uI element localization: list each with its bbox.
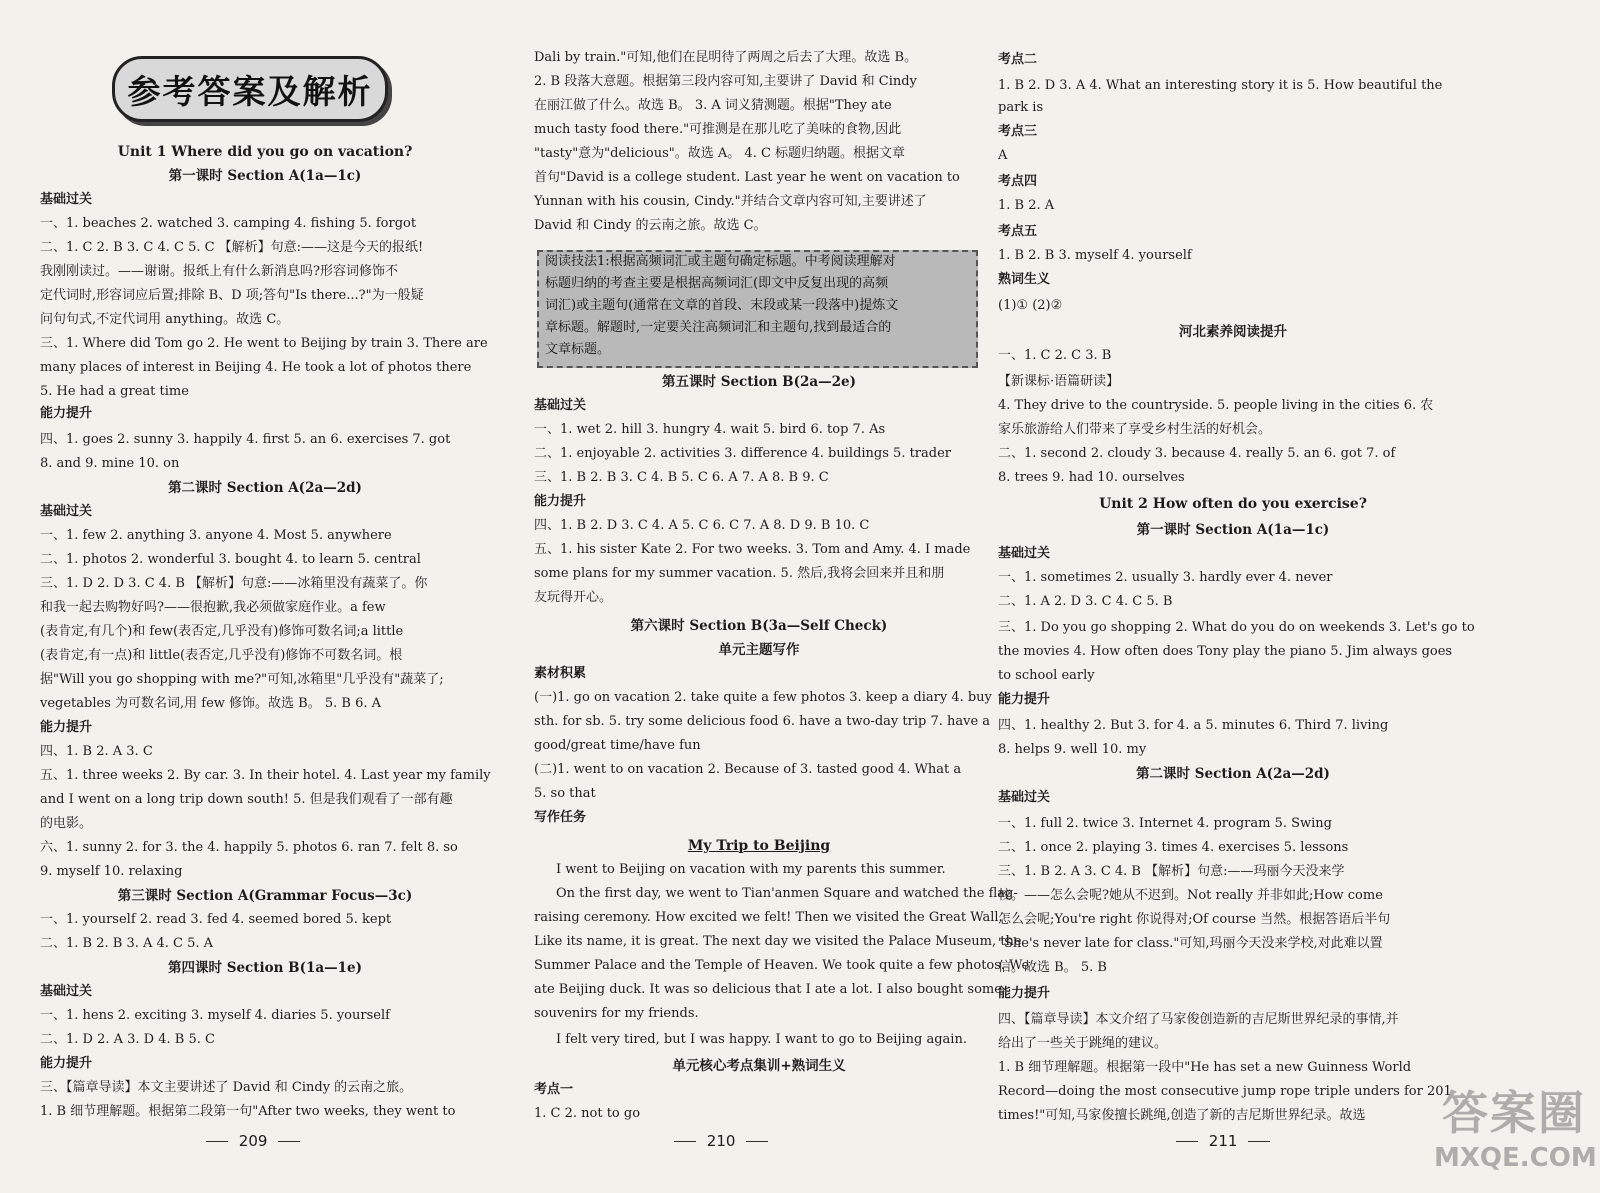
text-line: 一、1. sometimes 2. usually 3. hardly ever 4. never [998, 570, 1333, 585]
text-line: to school early [998, 668, 1095, 683]
text-line: 五、1. three weeks 2. By car. 3. In their hotel. 4. Last year my family [40, 768, 491, 783]
text-line: 三、1. B 2. A 3. C 4. B 【解析】句意:——玛丽今天没来学 [998, 864, 1345, 879]
text-line: 一、1. C 2. C 3. B [998, 348, 1112, 363]
text-line: 8. and 9. mine 10. on [40, 456, 180, 471]
subsection-label: 能力提升 [40, 406, 93, 421]
text-line: the movies 4. How often does Tony play the piano 5. Jim always goes [998, 644, 1453, 659]
text-line: 六、1. sunny 2. for 3. the 4. happily 5. photos 6. ran 7. felt 8. so [40, 840, 458, 855]
section-heading: 第四课时 Section B(1a—1e) [168, 960, 362, 976]
section-heading: 第六课时 Section B(3a—Self Check) [630, 618, 888, 634]
subsection-label: 考点三 [998, 124, 1038, 139]
text-line: 和我一起去购物好吗?——很抱歉,我必须做家庭作业。a few [40, 600, 386, 615]
text-line: 一、1. few 2. anything 3. anyone 4. Most 5. anywhere [40, 528, 392, 543]
subsection-label: 素材积累 [534, 666, 587, 681]
subsection-label: 熟词生义 [998, 272, 1051, 287]
text-line: raising ceremony. How excited we felt! Then we visited the Great Wall. [534, 910, 1003, 925]
text-line: 四、1. B 2. A 3. C [40, 744, 153, 759]
text-line: (表肯定,有几个)和 few(表否定,几乎没有)修饰可数名词;a little [40, 624, 404, 639]
text-line: Record—doing the most consecutive jump rope triple unders for 201 [998, 1084, 1452, 1099]
text-line: 二、1. B 2. B 3. A 4. C 5. A [40, 936, 214, 951]
subsection-label: 基础过关 [40, 504, 93, 519]
subsection-label: 基础过关 [40, 192, 93, 207]
text-line: 二、1. D 2. A 3. D 4. B 5. C [40, 1032, 215, 1047]
text-line: 三、1. Do you go shopping 2. What do you do on weekends 3. Let's go to [998, 620, 1475, 635]
subsection-label: 考点二 [998, 52, 1038, 67]
text-line: I felt very tired, but I was happy. I want to go to Beijing again. [556, 1032, 967, 1047]
text-line: 四、1. goes 2. sunny 3. happily 4. first 5. an 6. exercises 7. got [40, 432, 451, 447]
text-line: (表肯定,有一点)和 little(表否定,几乎没有)修饰不可数名词。根 [40, 648, 403, 663]
text-line: 四、1. healthy 2. But 3. for 4. a 5. minutes 6. Third 7. living [998, 718, 1389, 733]
subsection-label: 能力提升 [998, 692, 1051, 707]
text-line: 1. B 细节理解题。根据第二段第一句"After two weeks, they went to [40, 1104, 456, 1119]
text-line: 的电影。 [40, 816, 93, 831]
tip-line: 阅读技法1:根据高频词汇或主题句确定标题。中考阅读理解对 [545, 254, 896, 269]
tip-line: 标题归纳的考查主要是根据高频词汇(即文中反复出现的高频 [545, 276, 889, 291]
page-209 [0, 0, 520, 1193]
essay-title: My Trip to Beijing [687, 838, 831, 854]
text-line: sth. for sb. 5. try some delicious food 6. have a two-day trip 7. have a [534, 714, 991, 729]
page-number-209: 209 [200, 1132, 306, 1150]
section-heading: 第五课时 Section B(2a—2e) [662, 374, 856, 390]
answer-key-banner [112, 56, 388, 122]
subsection-label: 基础过关 [40, 984, 93, 999]
subsection-label: 考点四 [998, 174, 1038, 189]
text-line: 定代词时,形容词应后置;排除 B、D 项;答句"Is there...?"为一般疑 [40, 288, 424, 303]
watermark-logo [1424, 1077, 1597, 1187]
text-line: 二、1. C 2. B 3. C 4. C 5. C 【解析】句意:——这是今天的报纸! [40, 240, 424, 255]
section-heading: 单元核心考点集训+熟词生义 [672, 1058, 846, 1074]
unit-heading: Unit 1 Where did you go on vacation? [117, 144, 413, 160]
text-line: 怎么会呢;You're right 你说得对;Of course 当然。根据答语后半句 [998, 912, 1391, 927]
text-line: 9. myself 10. relaxing [40, 864, 183, 879]
text-line: vegetables 为可数名词,用 few 修饰。故选 B。 5. B 6. A [40, 696, 381, 711]
watermark-url: MXQE.COM [1434, 1143, 1597, 1173]
subsection-label: 考点五 [998, 224, 1038, 239]
section-heading: 第一课时 Section A(1a—1c) [168, 168, 362, 184]
text-line: 信。故选 B。 5. B [998, 960, 1107, 975]
text-line: 4. They drive to the countryside. 5. people living in the cities 6. 农 [998, 398, 1434, 413]
text-line: 1. B 2. B 3. myself 4. yourself [998, 248, 1192, 263]
text-line: 校。——怎么会呢?她从不迟到。Not really 并非如此;How come [998, 888, 1383, 903]
text-line: 1. B 细节理解题。根据第一段中"He has set a new Guinness World [998, 1060, 1412, 1075]
text-line: 二、1. A 2. D 3. C 4. C 5. B [998, 594, 1173, 609]
text-line: 1. B 2. D 3. A 4. What an interesting story it is 5. How beautiful the [998, 78, 1443, 93]
text-line: On the first day, we went to Tian'anmen Square and watched the flag- [556, 886, 1018, 901]
watermark-text: 答案圈 [1442, 1086, 1586, 1140]
text-line: 5. so that [534, 786, 596, 801]
subsection-label: 基础过关 [998, 790, 1051, 805]
text-line: 给出了一些关于跳绳的建议。 [998, 1036, 1168, 1051]
text-line: 据"Will you go shopping with me?"可知,冰箱里"几乎没有"蔬菜了; [40, 672, 444, 687]
text-line: (1)① (2)② [998, 298, 1063, 313]
tip-line: 文章标题。 [545, 342, 611, 357]
text-line: 【新课标·语篇研读】 [998, 374, 1120, 389]
text-line: 2. B 段落大意题。根据第三段内容可知,主要讲了 David 和 Cindy [534, 74, 917, 89]
section-heading: 单元主题写作 [718, 642, 800, 658]
page-number-210: 210 [668, 1132, 774, 1150]
text-line: 二、1. photos 2. wonderful 3. bought 4. to learn 5. central [40, 552, 421, 567]
text-line: 1. C 2. not to go [534, 1106, 641, 1121]
text-line: 一、1. full 2. twice 3. Internet 4. program 5. Swing [998, 816, 1332, 831]
text-line: 1. B 2. A [998, 198, 1055, 213]
text-line: 四、1. B 2. D 3. C 4. A 5. C 6. C 7. A 8. D 9. B 10. C [534, 518, 870, 533]
unit-heading: Unit 2 How often do you exercise? [1099, 496, 1367, 512]
text-line: 一、1. yourself 2. read 3. fed 4. seemed bored 5. kept [40, 912, 392, 927]
text-line: A [998, 148, 1008, 163]
banner-title: 参考答案及解析 [127, 71, 373, 111]
section-heading: 河北素养阅读提升 [1179, 324, 1287, 340]
text-line: David 和 Cindy 的云南之旅。故选 C。 [534, 218, 767, 233]
text-line: many places of interest in Beijing 4. He took a lot of photos there [40, 360, 472, 375]
text-line: 一、1. wet 2. hill 3. hungry 4. wait 5. bird 6. top 7. As [534, 422, 886, 437]
text-line: (二)1. went to on vacation 2. Because of 3. tasted good 4. What a [534, 762, 962, 777]
tip-line: 词汇)或主题句(通常在文章的首段、末段或某一段落中)提炼文 [545, 298, 899, 313]
text-line: 五、1. his sister Kate 2. For two weeks. 3. Tom and Amy. 4. I made [534, 542, 971, 557]
text-line: 一、1. hens 2. exciting 3. myself 4. diaries 5. yourself [40, 1008, 390, 1023]
text-line: 二、1. once 2. playing 3. times 4. exercises 5. lessons [998, 840, 1349, 855]
text-line: 8. trees 9. had 10. ourselves [998, 470, 1185, 485]
text-line: Yunnan with his cousin, Cindy."并结合文章内容可知,主要讲述了 [534, 194, 927, 209]
text-line: 首句"David is a college student. Last year he went on vacation to [534, 170, 960, 185]
subsection-label: 基础过关 [534, 398, 587, 413]
section-heading: 第二课时 Section A(2a—2d) [1136, 766, 1330, 782]
text-line: and I went on a long trip down south! 5. 但是我们观看了一部有趣 [40, 792, 453, 807]
text-line: (一)1. go on vacation 2. take quite a few photos 3. keep a diary 4. buy [534, 690, 992, 705]
text-line: good/great time/have fun [534, 738, 701, 753]
text-line: I went to Beijing on vacation with my parents this summer. [556, 862, 946, 877]
subsection-label: 能力提升 [40, 1056, 93, 1071]
text-line: 我刚刚读过。——谢谢。报纸上有什么新消息吗?形容词修饰不 [40, 264, 398, 279]
text-line: Summer Palace and the Temple of Heaven. We took quite a few photos. We [534, 958, 1030, 973]
reading-tip-box [537, 250, 978, 368]
text-line: 二、1. enjoyable 2. activities 3. difference 4. buildings 5. trader [534, 446, 951, 461]
text-line: "She's never late for class."可知,玛丽今天没来学校,对此难以置 [998, 936, 1383, 951]
text-line: times!"可知,马家俊擅长跳绳,创造了新的吉尼斯世界纪录。故选 [998, 1108, 1366, 1123]
subsection-label: 能力提升 [534, 494, 587, 509]
text-line: 三、1. B 2. B 3. C 4. B 5. C 6. A 7. A 8. B 9. C [534, 470, 829, 485]
subsection-label: 写作任务 [534, 810, 587, 825]
text-line: Dali by train."可知,他们在昆明待了两周之后去了大理。故选 B。 [534, 50, 918, 65]
text-line: 三、1. Where did Tom go 2. He went to Beijing by train 3. There are [40, 336, 488, 351]
section-heading: 第三课时 Section A(Grammar Focus—3c) [117, 888, 413, 904]
text-line: some plans for my summer vacation. 5. 然后,我将会回来并且和朋 [534, 566, 945, 581]
text-line: 三、1. D 2. D 3. C 4. B 【解析】句意:——冰箱里没有蔬菜了。你 [40, 576, 428, 591]
page-number-211: 211 [1170, 1132, 1276, 1150]
text-line: Like its name, it is great. The next day we visited the Palace Museum, the [534, 934, 1022, 949]
text-line: much tasty food there."可推测是在那儿吃了美味的食物,因此 [534, 122, 902, 137]
subsection-label: 考点一 [534, 1082, 574, 1097]
text-line: 5. He had a great time [40, 384, 189, 399]
text-line: ate Beijing duck. It was so delicious that I ate a lot. I also bought some [534, 982, 1002, 997]
subsection-label: 基础过关 [998, 546, 1051, 561]
page-211 [990, 0, 1600, 1193]
text-line: 8. helps 9. well 10. my [998, 742, 1147, 757]
text-line: 友玩得开心。 [534, 590, 613, 605]
text-line: 四、【篇章导读】本文介绍了马家俊创造新的吉尼斯世界纪录的事情,并 [998, 1012, 1399, 1027]
subsection-label: 能力提升 [998, 986, 1051, 1001]
text-line: souvenirs for my friends. [534, 1006, 699, 1021]
subsection-label: 能力提升 [40, 720, 93, 735]
text-line: "tasty"意为"delicious"。故选 A。 4. C 标题归纳题。根据文章 [534, 146, 906, 161]
text-line: 二、1. second 2. cloudy 3. because 4. really 5. an 6. got 7. of [998, 446, 1396, 461]
text-line: 在丽江做了什么。故选 B。 3. A 词义猜测题。根据"They ate [534, 98, 892, 113]
text-line: 一、1. beaches 2. watched 3. camping 4. fishing 5. forgot [40, 216, 417, 231]
text-line: park is [998, 100, 1044, 115]
text-line: 家乐旅游给人们带来了享受乡村生活的好机会。 [998, 422, 1272, 437]
text-line: 问句句式,不定代词用 anything。故选 C。 [40, 312, 290, 327]
text-line: 三、【篇章导读】本文主要讲述了 David 和 Cindy 的云南之旅。 [40, 1080, 413, 1095]
section-heading: 第二课时 Section A(2a—2d) [168, 480, 362, 496]
section-heading: 第一课时 Section A(1a—1c) [1136, 522, 1330, 538]
tip-line: 章标题。解题时,一定要关注高频词汇和主题句,找到最适合的 [545, 320, 892, 335]
